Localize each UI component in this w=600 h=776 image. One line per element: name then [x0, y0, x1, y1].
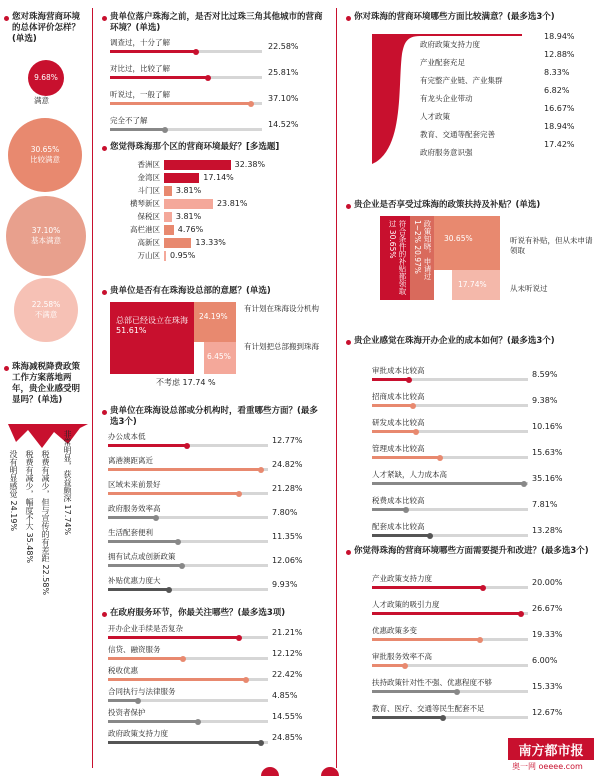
q3-track: [110, 50, 262, 53]
q7-pct: 21.21%: [272, 628, 303, 637]
q7-label: 政府政策支持力度: [108, 729, 168, 738]
q2-label-1: 没有明显感觉 24.19%: [9, 450, 18, 532]
q11-pct: 26.67%: [532, 604, 563, 613]
q10-pct: 13.28%: [532, 526, 563, 535]
q11-track: [372, 612, 528, 615]
q11-knob: [480, 585, 486, 591]
q3-fill: [110, 102, 251, 105]
q11-pct: 20.00%: [532, 578, 563, 587]
q6-label: 政府服务效率高: [108, 504, 161, 513]
q8-pct: 18.94%: [544, 32, 575, 41]
q8-label: 政府政策支持力度: [420, 40, 480, 49]
q4-bar: [164, 212, 172, 222]
q10-title: 贵企业感觉在珠海开办企业的成本如何？(最多选3个): [354, 336, 555, 346]
q11-knob: [402, 663, 408, 669]
q7-title: 在政府服务环节，你最关注哪些？(最多选3项): [110, 608, 286, 618]
q4-label: 保税区: [137, 212, 160, 221]
q3-track: [110, 128, 262, 131]
q6-knob: [184, 443, 190, 449]
bubble-satisfied: [28, 60, 64, 96]
q10-fill: [372, 404, 413, 407]
bubble-label: 比较满意: [30, 155, 60, 164]
q11-pct: 15.33%: [532, 682, 563, 691]
q7-pct: 4.85%: [272, 691, 298, 700]
q7-track: [108, 678, 268, 681]
q10-knob: [437, 455, 443, 461]
bullet-q2: [4, 366, 9, 371]
q6-track: [108, 468, 268, 471]
bullet-q4: [102, 146, 107, 151]
q6-track: [108, 588, 268, 591]
q4-title: 您觉得珠海那个区的营商环境最好？[多选题]: [110, 142, 280, 152]
q7-fill: [108, 699, 138, 702]
q9-cell-never-heard: 17.74%: [452, 270, 500, 300]
q11-knob: [454, 689, 460, 695]
q9-cell-heard-not-applied: 30.65%: [434, 216, 500, 270]
q7-label: 开办企业手续是否复杂: [108, 624, 183, 633]
q5-move-label: 有计划把总部搬到珠海: [244, 342, 319, 351]
q3-pct: 22.58%: [268, 42, 299, 51]
bullet-q7: [102, 612, 107, 617]
bullet-q6: [102, 410, 107, 415]
q10-knob: [413, 429, 419, 435]
bullet-q8: [346, 16, 351, 21]
q4-label: 斗门区: [137, 186, 160, 195]
q8-label: 产业配套充足: [420, 58, 465, 67]
bubble-label: 基本满意: [31, 236, 61, 245]
q3-label: 完全不了解: [110, 116, 148, 125]
q10-pct: 9.38%: [532, 396, 558, 405]
bubble-satisfied-label: 满意: [34, 96, 49, 105]
q10-pct: 10.16%: [532, 422, 563, 431]
q6-track: [108, 564, 268, 567]
bubble-value: 37.10%: [31, 226, 61, 235]
q7-track: [108, 657, 268, 660]
q3-title: 贵单位落户珠海之前，是否对比过珠三角其他城市的营商环境？(单选): [110, 12, 323, 33]
q7-knob: [258, 740, 264, 746]
q6-track: [108, 516, 268, 519]
q11-track: [372, 716, 528, 719]
q6-pct: 11.35%: [272, 532, 303, 541]
q10-label: 招商成本比较高: [372, 392, 425, 401]
q10-label: 配套成本比较高: [372, 522, 425, 531]
q3-label: 调查过，十分了解: [110, 38, 170, 47]
q3-label: 听说过，一般了解: [110, 90, 170, 99]
q3-knob: [162, 127, 168, 133]
q11-label: 产业政策支持力度: [372, 574, 432, 583]
bubble-label: 不满意: [34, 310, 58, 319]
q11-pct: 19.33%: [532, 630, 563, 639]
q4-pct: 13.33%: [195, 238, 226, 247]
q4-pct: 17.14%: [203, 173, 234, 182]
q4-bar: [164, 173, 199, 183]
q4-label: 高新区: [137, 238, 160, 247]
bubble-value: 30.65%: [30, 145, 60, 154]
q6-knob: [179, 563, 185, 569]
q6-knob: [153, 515, 159, 521]
q8-title: 你对珠海的营商环境哪些方面比较满意？(最多选3个): [354, 12, 555, 22]
q7-track: [108, 636, 268, 639]
q10-track: [372, 404, 528, 407]
q11-label: 教育、医疗、交通等民生配套不足: [372, 704, 485, 713]
q7-label: 税收优惠: [108, 666, 138, 675]
q6-pct: 24.82%: [272, 460, 303, 469]
q7-label: 投资者保护: [108, 708, 146, 717]
q6-fill: [108, 516, 156, 519]
q10-label: 研发成本比较高: [372, 418, 425, 427]
q4-bar: [164, 160, 231, 170]
q3-pct: 37.10%: [268, 94, 299, 103]
q6-pct: 7.80%: [272, 508, 298, 517]
q10-fill: [372, 456, 440, 459]
q4-pct: 4.76%: [177, 225, 204, 234]
q6-pct: 21.28%: [272, 484, 303, 493]
q7-label: 信贷、融资服务: [108, 645, 161, 654]
q4-bar: [164, 199, 213, 209]
q6-label: 拥有试点或创新政策: [108, 552, 176, 561]
q7-knob: [243, 677, 249, 683]
q11-knob: [518, 611, 524, 617]
q11-track: [372, 638, 528, 641]
q3-fill: [110, 128, 165, 131]
q8-pct: 16.67%: [544, 104, 575, 113]
q5-title: 贵单位是否有在珠海设总部的意愿？(单选): [110, 286, 271, 296]
column-divider-left: [92, 8, 93, 768]
q10-track: [372, 378, 528, 381]
q7-track: [108, 699, 268, 702]
q6-knob: [175, 539, 181, 545]
q4-label: 香洲区: [137, 160, 160, 169]
q3-label: 对比过，比较了解: [110, 64, 170, 73]
q10-fill: [372, 534, 430, 537]
q7-track: [108, 741, 268, 744]
q10-knob: [403, 507, 409, 513]
q7-fill: [108, 678, 246, 681]
q7-pct: 14.55%: [272, 712, 303, 721]
q3-knob: [193, 49, 199, 55]
q7-label: 合同执行与法律服务: [108, 687, 176, 696]
bullet-q9: [346, 204, 351, 209]
q10-label: 人才紧缺，人力成本高: [372, 470, 447, 479]
q4-bar: [164, 225, 174, 235]
q4-pct: 32.38%: [234, 160, 266, 169]
q5-not-considered: 不考虑 17.74 %: [156, 378, 216, 387]
q10-pct: 15.63%: [532, 448, 563, 457]
q6-knob: [236, 491, 242, 497]
footer-site: 奥一网 oeeee.com: [512, 762, 583, 771]
q6-track: [108, 540, 268, 543]
q2-label-3: 税费有减少，但与宣传的有差距 22.58%: [41, 450, 50, 596]
q8-label: 政府服务意识强: [420, 148, 473, 157]
q6-track: [108, 444, 268, 447]
q10-pct: 8.59%: [532, 370, 558, 379]
q10-label: 审批成本比较高: [372, 366, 425, 375]
q11-fill: [372, 716, 443, 719]
q7-pct: 12.12%: [272, 649, 303, 658]
bullet-q11: [346, 550, 351, 555]
q11-pct: 6.00%: [532, 656, 558, 665]
q11-knob: [440, 715, 446, 721]
bullet-q3: [102, 16, 107, 21]
q10-fill: [372, 430, 416, 433]
q8-label: 有龙头企业带动: [420, 94, 473, 103]
q8-pct: 18.94%: [544, 122, 575, 131]
q4-pct: 3.81%: [175, 212, 202, 221]
q6-fill: [108, 588, 169, 591]
q10-pct: 7.81%: [532, 500, 558, 509]
q7-knob: [180, 656, 186, 662]
q4-pct: 23.81%: [216, 199, 248, 208]
q9-cell-all-received: 符合条件的补贴都领取过 30.65%: [380, 216, 410, 300]
q7-knob: [236, 635, 242, 641]
q6-label: 补贴优惠力度大: [108, 576, 161, 585]
q10-label: 管理成本比较高: [372, 444, 425, 453]
q3-fill: [110, 76, 208, 79]
q7-fill: [108, 636, 239, 639]
q4-bar: [164, 251, 166, 261]
newspaper-logo: 南方都市报: [508, 738, 594, 760]
bubble-unsatisfied: [14, 278, 78, 342]
q10-fill: [372, 508, 406, 511]
q11-track: [372, 664, 528, 667]
q4-label: 万山区: [137, 251, 160, 260]
q11-label: 审批服务效率不高: [372, 652, 432, 661]
q11-fill: [372, 690, 457, 693]
q6-pct: 9.93%: [272, 580, 298, 589]
q8-label: 有完整产业链、产业集群: [420, 76, 503, 85]
q10-knob: [406, 377, 412, 383]
q3-pct: 25.81%: [268, 68, 299, 77]
q6-knob: [258, 467, 264, 473]
q10-track: [372, 482, 528, 485]
q7-knob: [135, 698, 141, 704]
q11-track: [372, 586, 528, 589]
q4-label: 高栏港区: [130, 225, 160, 234]
q6-fill: [108, 564, 182, 567]
q11-label: 扶持政策针对性不强、优惠程度不够: [372, 678, 492, 687]
q7-fill: [108, 720, 198, 723]
q6-label: 办公成本低: [108, 432, 146, 441]
q7-pct: 22.42%: [272, 670, 303, 679]
q7-knob: [195, 719, 201, 725]
q4-label: 金湾区: [137, 173, 160, 182]
q11-track: [372, 690, 528, 693]
q6-title: 贵单位在珠海设总部或分机构时，看重哪些方面？(最多选3个): [110, 406, 318, 427]
q8-pct: 8.33%: [544, 68, 570, 77]
q3-knob: [248, 101, 254, 107]
decor-circles: [250, 764, 350, 776]
q3-fill: [110, 50, 196, 53]
q8-label: 人才政策: [420, 112, 450, 121]
q11-label: 人才政策的吸引力度: [372, 600, 440, 609]
q2-label-2: 税费有减少，幅度不大 35.48%: [25, 450, 34, 564]
bubble-basically-satisfied: [6, 196, 86, 276]
q10-label: 税费成本比较高: [372, 496, 425, 505]
q11-knob: [477, 637, 483, 643]
q10-track: [372, 508, 528, 511]
q7-pct: 24.85%: [272, 733, 303, 742]
q10-knob: [410, 403, 416, 409]
q10-track: [372, 456, 528, 459]
q5-cell-branch: 24.19%: [194, 302, 236, 342]
q3-track: [110, 102, 262, 105]
q6-fill: [108, 540, 178, 543]
q8-label: 教育、交通等配套完善: [420, 130, 495, 139]
q8-pct: 17.42%: [544, 140, 575, 149]
q6-fill: [108, 492, 239, 495]
q4-bar: [164, 238, 191, 248]
q6-pct: 12.06%: [272, 556, 303, 565]
q6-fill: [108, 444, 187, 447]
q1-title: 您对珠海营商环境的总体评价怎样？(单选): [12, 12, 81, 44]
q9-never-label: 从未听说过: [510, 284, 548, 293]
q10-knob: [427, 533, 433, 539]
q9-title: 贵企业是否享受过珠海的政策扶持及补贴？(单选): [354, 200, 541, 210]
q3-track: [110, 76, 262, 79]
column-divider-right: [336, 8, 337, 768]
bullet-q5: [102, 290, 107, 295]
q3-knob: [205, 75, 211, 81]
q10-fill: [372, 378, 409, 381]
q8-pct: 12.88%: [544, 50, 575, 59]
q2-title: 珠海减税降费政策工作方案落地两年，贵企业感受明显吗？(单选): [12, 362, 81, 405]
q2-label-4: 非常明显，获益颇深 17.74%: [63, 430, 72, 536]
q7-fill: [108, 741, 261, 744]
q10-pct: 35.16%: [532, 474, 563, 483]
q10-track: [372, 534, 528, 537]
q10-track: [372, 430, 528, 433]
q6-label: 离港澳距离近: [108, 456, 153, 465]
bubble-fairly-satisfied: [8, 118, 82, 192]
q11-fill: [372, 664, 405, 667]
q4-label: 横琴新区: [130, 199, 160, 208]
q10-fill: [372, 482, 524, 485]
q10-knob: [521, 481, 527, 487]
q6-fill: [108, 468, 261, 471]
q11-fill: [372, 638, 480, 641]
bullet-q1: [4, 16, 9, 21]
q11-pct: 12.67%: [532, 708, 563, 717]
q3-pct: 14.52%: [268, 120, 299, 129]
q7-track: [108, 720, 268, 723]
q11-fill: [372, 612, 521, 615]
q6-track: [108, 492, 268, 495]
q6-label: 生活配套便利: [108, 528, 153, 537]
bullet-q10: [346, 340, 351, 345]
q11-label: 优惠政策多变: [372, 626, 417, 635]
q4-pct: 0.95%: [169, 251, 196, 260]
q5-cell-hq-in-zhuhai: 总部已经设立在珠海 51.61%: [110, 302, 194, 374]
q9-cell-applied: 政策知晓，申请过1~2% 20.97%: [410, 216, 434, 300]
q8-pct: 6.82%: [544, 86, 570, 95]
bubble-value: 22.58%: [31, 300, 61, 309]
q6-label: 区域未来前景好: [108, 480, 161, 489]
q5-cell-move-hq: 6.45%: [204, 342, 236, 374]
bubble-value: 9.68%: [34, 73, 58, 82]
q9-heard-label: 听说有补贴，但从未申请领取: [510, 236, 593, 255]
q4-pct: 3.81%: [175, 186, 202, 195]
q5-branch-label: 有计划在珠海设分机构: [244, 304, 319, 313]
q11-fill: [372, 586, 483, 589]
q4-bar: [164, 186, 172, 196]
q11-title: 你觉得珠海的营商环境哪些方面需要提升和改进？(最多选3个): [354, 546, 589, 556]
q7-fill: [108, 657, 183, 660]
q6-pct: 12.77%: [272, 436, 303, 445]
q6-knob: [166, 587, 172, 593]
